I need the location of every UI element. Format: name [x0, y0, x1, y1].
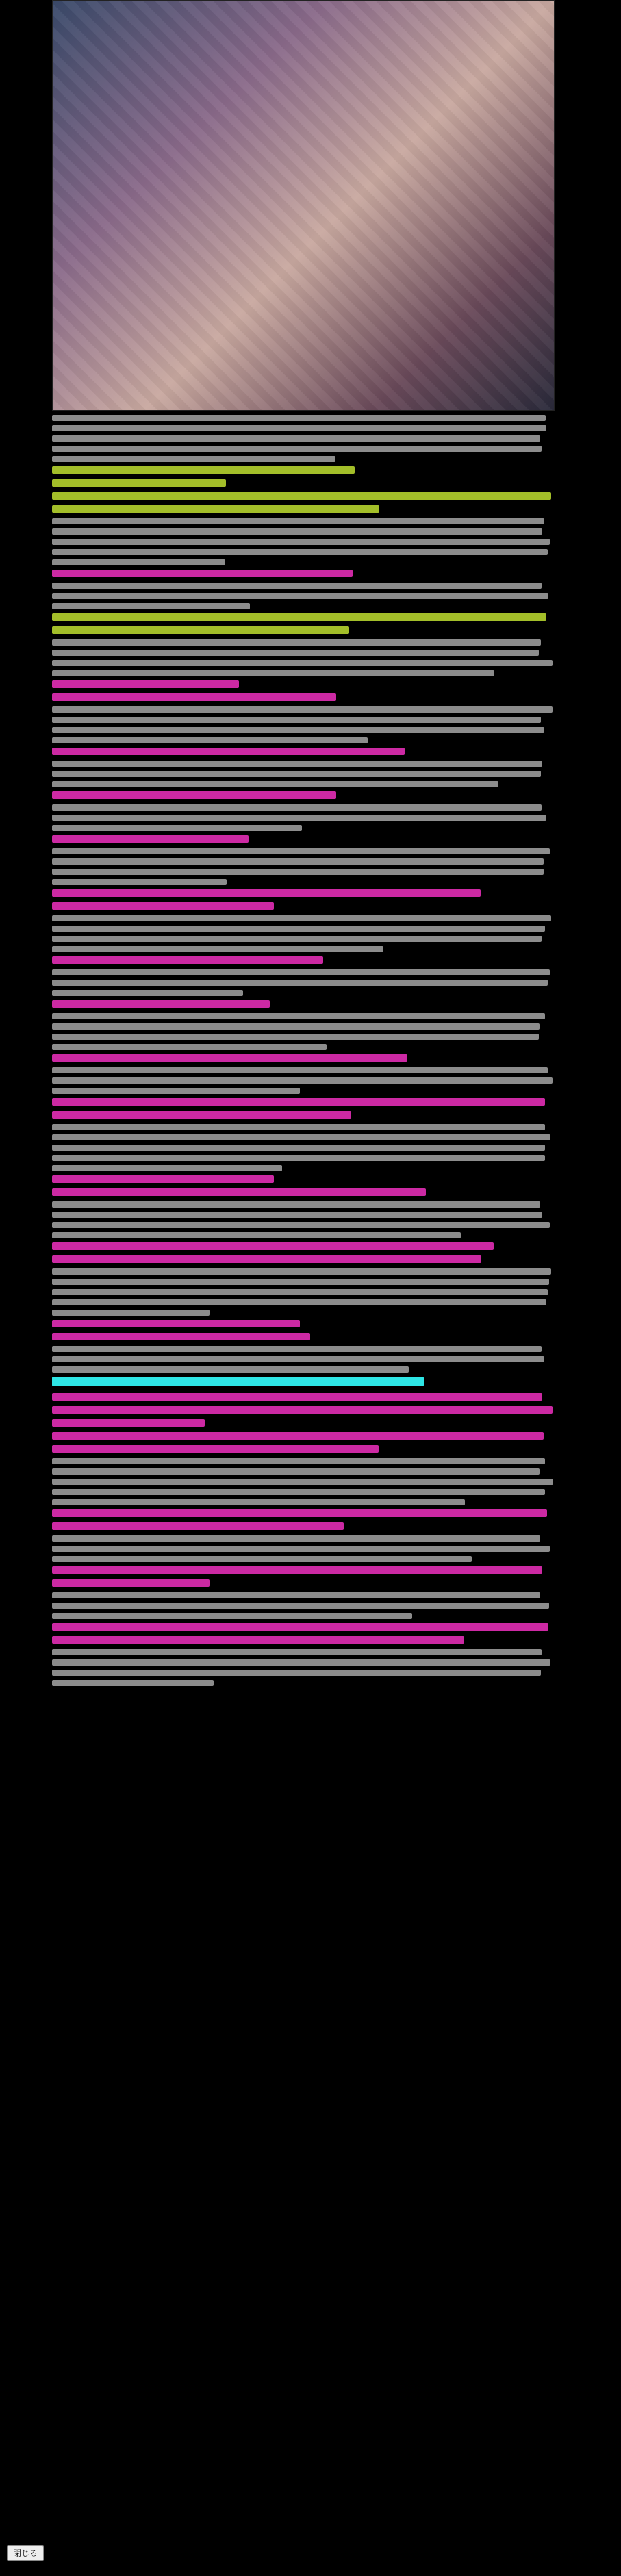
text-line	[52, 660, 553, 666]
story-text	[52, 415, 553, 1690]
dialogue-block	[52, 1000, 553, 1008]
text-line	[52, 1445, 379, 1453]
text-line	[52, 889, 481, 897]
text-line	[52, 1366, 409, 1373]
text-line	[52, 1124, 545, 1130]
text-line	[52, 1479, 553, 1485]
text-line	[52, 1346, 542, 1352]
dialogue-block	[52, 1432, 553, 1453]
text-line	[52, 446, 542, 452]
text-line	[52, 1067, 548, 1073]
text-line	[52, 946, 383, 952]
text-line	[52, 650, 539, 656]
text-line	[52, 1145, 545, 1151]
narration-block	[52, 1201, 553, 1238]
text-line	[52, 435, 540, 442]
text-line	[52, 1509, 547, 1517]
dialogue-block	[52, 492, 553, 513]
text-line	[52, 539, 550, 545]
text-line	[52, 1320, 300, 1327]
text-line	[52, 603, 250, 609]
dialogue-block	[52, 902, 553, 910]
text-line	[52, 1649, 542, 1655]
text-line	[52, 1680, 214, 1686]
dialogue-block	[52, 1054, 553, 1062]
text-line	[52, 748, 405, 755]
text-line	[52, 869, 544, 875]
text-line	[52, 1406, 553, 1414]
text-line	[52, 804, 542, 811]
dialogue-block	[52, 1333, 553, 1340]
text-line	[52, 1134, 550, 1140]
text-line	[52, 1155, 545, 1161]
text-line	[52, 505, 379, 513]
text-line	[52, 680, 239, 688]
big-block	[52, 1377, 553, 1386]
text-line	[52, 791, 336, 799]
text-line	[52, 1636, 464, 1644]
narration-block	[52, 915, 553, 952]
narration-block	[52, 1067, 553, 1094]
text-line	[52, 693, 336, 701]
text-line	[52, 479, 226, 487]
text-line	[52, 1310, 210, 1316]
narration-block	[52, 639, 553, 676]
text-line	[52, 1242, 494, 1250]
text-line	[52, 879, 227, 885]
text-line	[52, 1175, 274, 1183]
text-line	[52, 1592, 540, 1598]
text-line	[52, 1013, 545, 1019]
dialogue-block	[52, 1623, 553, 1644]
text-line	[52, 1299, 546, 1305]
text-line	[52, 956, 323, 964]
text-line	[52, 1468, 540, 1475]
dialogue-block	[52, 1393, 553, 1427]
text-line	[52, 570, 353, 577]
text-line	[52, 858, 544, 865]
text-line	[52, 528, 542, 535]
narration-block	[52, 1592, 553, 1619]
text-line	[52, 1356, 544, 1362]
text-line	[52, 727, 544, 733]
dialogue-block	[52, 956, 553, 964]
narration-block	[52, 1535, 553, 1562]
dialogue-block	[52, 889, 553, 897]
dialogue-block	[52, 791, 553, 799]
text-line	[52, 466, 355, 474]
text-line	[52, 549, 548, 555]
narration-block	[52, 1649, 553, 1686]
dialogue-block	[52, 835, 553, 843]
text-line	[52, 1212, 542, 1218]
text-line	[52, 1289, 548, 1295]
text-line	[52, 1088, 300, 1094]
dialogue-block	[52, 479, 553, 487]
text-line	[52, 593, 548, 599]
text-line	[52, 518, 544, 524]
text-line	[52, 1489, 545, 1495]
narration-block	[52, 1013, 553, 1050]
text-line	[52, 771, 541, 777]
text-line	[52, 835, 249, 843]
text-line	[52, 583, 542, 589]
text-line	[52, 737, 368, 743]
dialogue-block	[52, 1255, 553, 1263]
narration-block	[52, 848, 553, 885]
narration-block	[52, 583, 553, 609]
header-illustration	[52, 0, 555, 411]
text-line	[52, 1165, 282, 1171]
text-line	[52, 1603, 549, 1609]
text-line	[52, 1623, 548, 1631]
text-line	[52, 761, 542, 767]
narration-block	[52, 1268, 553, 1316]
text-line	[52, 1613, 412, 1619]
text-line	[52, 1522, 344, 1530]
dialogue-block	[52, 1098, 553, 1119]
text-line	[52, 1255, 481, 1263]
text-line	[52, 781, 498, 787]
text-line	[52, 670, 494, 676]
text-line	[52, 456, 335, 462]
text-line	[52, 415, 546, 421]
text-line	[52, 1000, 270, 1008]
text-line	[52, 980, 548, 986]
text-line	[52, 1222, 550, 1228]
text-line	[52, 1458, 545, 1464]
narration-block	[52, 1124, 553, 1171]
dialogue-block	[52, 1320, 553, 1327]
text-line	[52, 626, 349, 634]
text-line	[52, 926, 545, 932]
text-line	[52, 1023, 540, 1030]
text-line	[52, 848, 550, 854]
narration-block	[52, 1346, 553, 1373]
text-line	[52, 1579, 210, 1587]
text-line	[52, 1535, 540, 1542]
text-line	[52, 425, 546, 431]
text-line	[52, 1201, 540, 1208]
text-line	[52, 1188, 426, 1196]
text-line	[52, 1419, 205, 1427]
dialogue-block	[52, 613, 553, 634]
text-line	[52, 1333, 310, 1340]
dialogue-block	[52, 1509, 553, 1530]
text-line	[52, 1044, 327, 1050]
text-line	[52, 936, 542, 942]
text-line	[52, 559, 225, 565]
text-line	[52, 1232, 461, 1238]
narration-block	[52, 804, 553, 831]
text-line	[52, 1268, 551, 1275]
narration-block	[52, 761, 553, 787]
text-line	[52, 706, 553, 713]
text-line	[52, 1432, 544, 1440]
dialogue-block	[52, 1242, 553, 1250]
text-line	[52, 1111, 351, 1119]
narration-block	[52, 518, 553, 565]
narration-block	[52, 415, 553, 462]
text-line	[52, 915, 551, 921]
narration-block	[52, 706, 553, 743]
text-line	[52, 969, 550, 975]
text-line	[52, 815, 546, 821]
text-line	[52, 1499, 465, 1505]
text-line	[52, 1077, 553, 1084]
text-line	[52, 717, 541, 723]
dialogue-block	[52, 1188, 553, 1196]
dialogue-block	[52, 466, 553, 474]
dialogue-block	[52, 748, 553, 755]
text-line	[52, 902, 274, 910]
text-line	[52, 1098, 545, 1106]
text-line	[52, 1054, 407, 1062]
narration-block	[52, 969, 553, 996]
text-line	[52, 1556, 472, 1562]
text-line	[52, 639, 541, 646]
dialogue-block	[52, 1566, 553, 1587]
text-line	[52, 990, 243, 996]
text-line	[52, 1670, 541, 1676]
text-line	[52, 1279, 549, 1285]
text-line	[52, 825, 302, 831]
dialogue-block	[52, 570, 553, 577]
text-line	[52, 1393, 542, 1401]
dialogue-block	[52, 1175, 553, 1183]
text-line	[52, 613, 546, 621]
text-line	[52, 1659, 550, 1666]
text-line	[52, 1377, 424, 1386]
text-line	[52, 1546, 550, 1552]
text-line	[52, 492, 551, 500]
dialogue-block	[52, 693, 553, 701]
text-line	[52, 1566, 542, 1574]
dialogue-block	[52, 680, 553, 688]
close-button[interactable]: 閉じる	[7, 2545, 44, 2561]
narration-block	[52, 1458, 553, 1505]
text-line	[52, 1034, 539, 1040]
